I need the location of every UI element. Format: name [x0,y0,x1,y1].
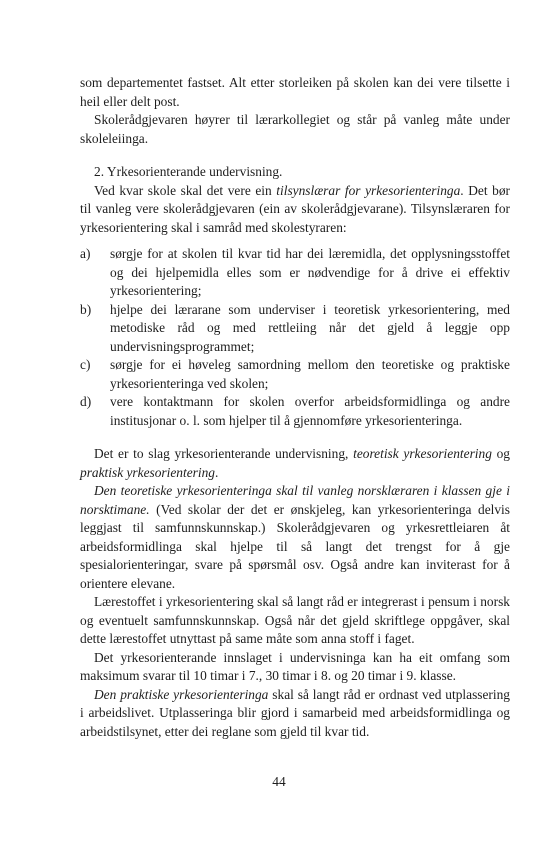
list-item: b) hjelpe dei lærarane som underviser i teoretisk yrkesorientering, med metodiske råd og med rettleiing når det gjeld å leggje opp undervisningsprogrammet; [80,301,510,354]
paragraph-8: Den praktiske yrkesorienteringa skal så langt råd er ordnast ved utplassering i arbeidslivet. Utplasseringa blir gjord i samarbeid med arbeidsformidlinga og arbeidstilsynet, etter dei reglane som gjeld til kvar tid. [80,686,510,739]
paragraph-2: Skolerådgjevaren høyrer til lærarkollegiet og står på vanleg måte under skoleleiinga. [80,112,510,146]
paragraph-4: Det er to slag yrkesorienterande undervisning, teoretisk yrkesorientering og praktisk yrkesorientering. [80,446,510,480]
task-list [80,245,510,430]
paragraph-3: Ved kvar skole skal det vere ein tilsynslærar for yrkesorienteringa. Det bør til vanleg vere skolerådgjevaren (ein av skolerådgjevarane). Tilsynslæraren for yrkesorientering skal i samråd med skolestyraren: [80,182,510,235]
paragraph-6: Lærestoffet i yrkesorientering skal så langt råd er integrerast i pensum i norsk og eventuelt samfunnskunnskap. Også når det gjeld skriftlege oppgåver, skal dette lærestoffet utnyttast på same måte som anna stoff i faget. [80,594,510,646]
paragraph-7: Det yrkesorienterande innslaget i undervisninga kan ha eit omfang som maksimum svarar til 10 timar i 7., 30 timar i 8. og 20 timar i 9. klasse. [80,649,510,683]
paragraph-1: som departementet fastset. Alt etter storleiken på skolen kan dei vere tilsette i heil eller delt post. [80,75,510,109]
list-item: d) vere kontaktmann for skolen overfor arbeidsformidlinga og andre institusjonar o. l. som hjelper til å gjennomføre yrkesorienteringa. [80,394,510,428]
section-heading: 2. Yrkesorienterande undervisning. [94,164,283,179]
paragraph-5: Den teoretiske yrkesorienteringa skal til vanleg norsklæraren i klassen gje i norsktimane. (Ved skolar der det er ønskjeleg, kan yrkesorienteringa delvis leggjast til samfunnskunnskap.) Skolerådgjevaren og yrkesrettleiaren åt arbeidsformidlinga skal hjelpe til så langt det trengst for å gje spesialorienteringar, svare på spørsmål osv. Også andre kan inviterast for å orientere elevane. [80,483,510,591]
list-item: a) sørgje for at skolen til kvar tid har dei læremidla, det opplysningsstoffet og dei hjelpemidla elles som er nødvendige for å drive ei effektiv yrkesorientering; [80,246,510,298]
page-body [80,74,510,741]
list-item: c) sørgje for ei høveleg samordning mellom den teoretiske og praktiske yrkesorienteringa ved skolen; [80,357,510,391]
page-number: 44 [272,774,286,789]
